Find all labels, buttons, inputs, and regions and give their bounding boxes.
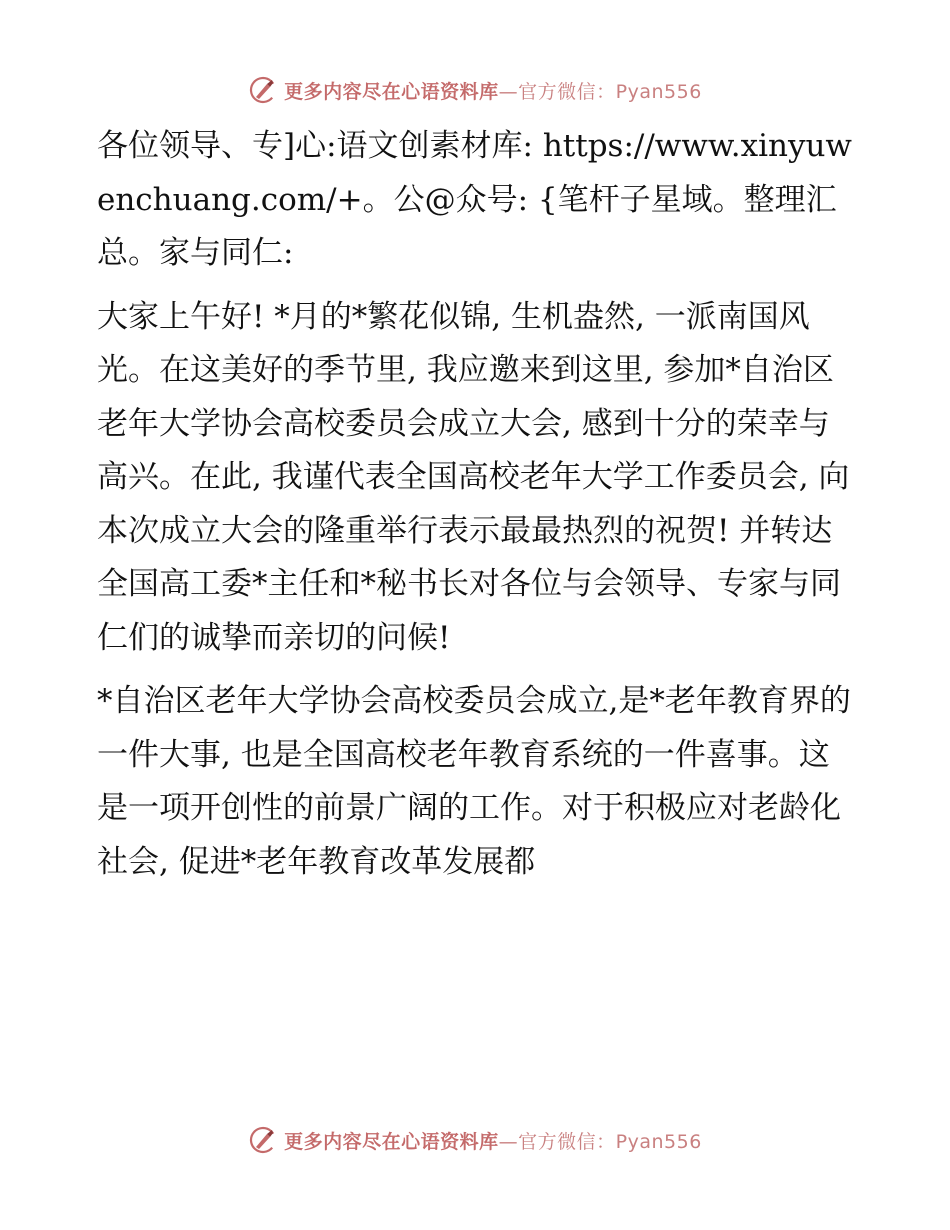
paragraph-greeting: 大家上午好! *月的*繁花似锦, 生机盎然, 一派南国风光。在这美好的季节里, 我应邀来到这里, 参加*自治区老年大学协会高校委员会成立大会, 感到十分的荣幸与高兴。在此, 我谨代表全国高校老年大学工作委员会, 向本次成立大会的隆重举行表示最最热烈的祝贺! 并转达全国高工委*主任和*秘书长对各位与会领导、专家与同仁们的诚挚而亲切的问候! bbox=[97, 298, 850, 656]
banner-text: 更多内容尽在心语资料库—官方微信：Pyan556 bbox=[284, 80, 702, 103]
paragraph-significance: *自治区老年大学协会高校委员会成立,是*老年教育界的一件大事, 也是全国高校老年教育系统的一件喜事。这是一项开创性的前景广阔的工作。对于积极应对老龄化社会, 促进*老年教育改革发展都 bbox=[97, 683, 851, 880]
quill-pen-logo-icon bbox=[248, 1125, 278, 1155]
paragraph-salutation: 各位领导、专]心:语文创素材库: https://www.xinyuwenchuang.com/+。公@众号: {笔杆子星域。整理汇总。家与同仁: bbox=[97, 128, 852, 271]
header-banner bbox=[0, 72, 950, 108]
document-body bbox=[97, 120, 857, 889]
footer-banner bbox=[0, 1122, 950, 1158]
banner-text: 更多内容尽在心语资料库—官方微信：Pyan556 bbox=[284, 1130, 702, 1153]
quill-pen-logo-icon bbox=[248, 75, 278, 105]
